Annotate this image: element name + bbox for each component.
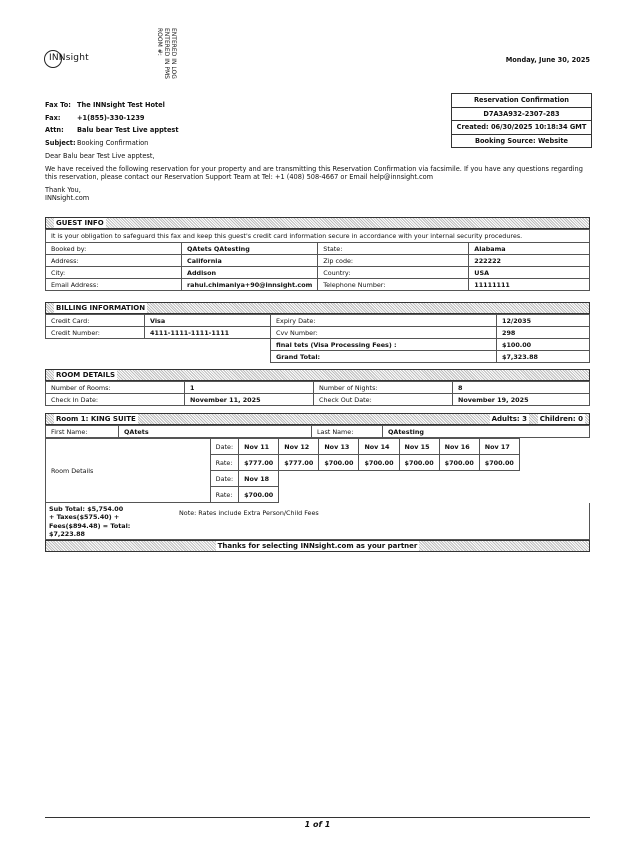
logo-text: INNsight (49, 53, 89, 63)
date-cell: Nov 18 (239, 471, 279, 487)
table-row (46, 327, 590, 339)
nights: 8 (453, 382, 590, 394)
footer-divider (45, 817, 590, 818)
table-row (46, 315, 590, 327)
cell: Zip code: (318, 255, 469, 267)
checkin: November 11, 2025 (185, 394, 314, 406)
date-label: Date: (210, 439, 238, 455)
greeting: Dear Balu bear Test Live apptest, (45, 152, 155, 160)
date-cell: Nov 13 (319, 439, 359, 455)
rooms: 1 (185, 382, 314, 394)
stamp-line: ROOM #: (156, 28, 163, 56)
table-row (46, 243, 590, 255)
table-row (46, 394, 590, 406)
cell: State: (318, 243, 469, 255)
date-label: Date: (210, 471, 238, 487)
log-stamp (155, 28, 177, 100)
date-cell: Nov 11 (239, 439, 279, 455)
checkout-label: Check Out Date: (314, 394, 453, 406)
rates-note: Note: Rates include Extra Person/Child Fees (179, 509, 319, 517)
table-row (46, 255, 590, 267)
rate-cell: $700.00 (359, 455, 399, 471)
cell: City: (46, 267, 182, 279)
reservation-confirmation-box (451, 93, 592, 148)
cell: Address: (46, 255, 182, 267)
table-row (46, 279, 590, 291)
rate-cell: $700.00 (479, 455, 519, 471)
cell: Addison (182, 267, 318, 279)
attn: Balu bear Test Live apptest (77, 126, 179, 135)
credit-number: 4111-1111-1111-1111 (145, 327, 271, 339)
grand-total-label: Grand Total: (271, 351, 497, 363)
cell: Alabama (469, 243, 590, 255)
cell: Email Address: (46, 279, 182, 291)
table-row (46, 267, 590, 279)
nights-label: Number of Nights: (314, 382, 453, 394)
room-details-section (45, 369, 590, 406)
last-name-label: Last Name: (312, 426, 383, 438)
booking-source: Booking Source: Website (452, 134, 591, 148)
document-date: Monday, June 30, 2025 (505, 56, 590, 64)
room-details-header (45, 369, 590, 381)
cell: Booked by: (46, 243, 182, 255)
table-row (46, 339, 590, 351)
date-cell: Nov 12 (279, 439, 319, 455)
date-cell: Nov 14 (359, 439, 399, 455)
letter-text: We have received the following reservation for your property and are transmitting this Reservation Confirmation via facsimile. If you have any questions regarding this reservation, please contact our Reservation Support Team at Tel: +1 (408) 508-4667 or Email help@innsight.com (45, 164, 583, 182)
fax-to: The INNsight Test Hotel (77, 101, 165, 109)
rate-cell: $700.00 (439, 455, 479, 471)
cell: QAtets QAtesting (182, 243, 318, 255)
signature: INNsight.com (45, 194, 90, 203)
room1-names-table (45, 425, 590, 438)
billing-header (45, 302, 590, 314)
rate-label: Rate: (210, 455, 238, 471)
guest-info-table (45, 229, 590, 291)
rate-label: Rate: (210, 487, 238, 503)
checkin-label: Check In Date: (46, 394, 185, 406)
rate-cell: $700.00 (319, 455, 359, 471)
cell: rahul.chimaniya+90@innsight.com (182, 279, 318, 291)
last-name: QAtesting (383, 426, 590, 438)
table-row (46, 426, 590, 438)
guest-info-header (45, 217, 590, 229)
date-cell: Nov 17 (479, 439, 519, 455)
fax-to-label: Fax To: (45, 101, 71, 109)
page-number: 1 of 1 (304, 820, 331, 829)
subject-label: Subject: (45, 138, 76, 147)
guest-info-section (45, 217, 590, 291)
children: Children: 0 (539, 415, 583, 423)
rate-cell: $777.00 (279, 455, 319, 471)
stamp-line: ENTERED IN PMS (163, 28, 170, 79)
rate-cell: $700.00 (399, 455, 439, 471)
guest-info-title: GUEST INFO (56, 219, 104, 227)
rooms-label: Number of Rooms: (46, 382, 185, 394)
cell: Country: (318, 267, 469, 279)
room-details-title: ROOM DETAILS (56, 371, 116, 379)
subject: Booking Confirmation (77, 138, 149, 147)
credit-card-label: Credit Card: (46, 315, 145, 327)
grand-total: $7,323.88 (497, 351, 590, 363)
cell: Telephone Number: (318, 279, 469, 291)
fee: $100.00 (497, 339, 590, 351)
room-details-label: Room Details (46, 439, 211, 503)
table-row (46, 351, 590, 363)
adults: Adults: 3 (491, 415, 527, 423)
cell: California (182, 255, 318, 267)
subtotal-row (45, 503, 590, 540)
date-cell: Nov 16 (439, 439, 479, 455)
stamp-line: ENTERED IN LOG (170, 28, 177, 79)
billing-section (45, 302, 590, 363)
rate-cell: $777.00 (239, 455, 279, 471)
credit-number-label: Credit Number: (46, 327, 145, 339)
fax-number: +1(855)-330-1239 (77, 113, 145, 122)
fax-header (45, 99, 179, 149)
fee-label: final tets (Visa Processing Fees) : (271, 339, 497, 351)
letter-body (45, 152, 590, 203)
room1-header (45, 413, 590, 425)
rate-cell: $700.00 (239, 487, 279, 503)
thanks-bar (45, 540, 590, 552)
credit-card: Visa (145, 315, 271, 327)
billing-title: BILLING INFORMATION (56, 304, 146, 312)
cell: 11111111 (469, 279, 590, 291)
expiry-label: Expiry Date: (271, 315, 497, 327)
confirmation-created: Created: 06/30/2025 10:18:34 GMT (452, 120, 591, 134)
table-row (46, 382, 590, 394)
first-name: QAtets (119, 426, 312, 438)
room1-rates-table (45, 438, 590, 503)
checkout: November 19, 2025 (453, 394, 590, 406)
subtotal: Sub Total: $5,754.00 + Taxes($575.40) + Fees($894.48) = Total: $7,223.88 (49, 505, 131, 538)
date-cell: Nov 15 (399, 439, 439, 455)
first-name-label: First Name: (46, 426, 119, 438)
thanks-line: Thank You, (45, 185, 81, 194)
fax-number-label: Fax: (45, 113, 61, 122)
room1-section (45, 413, 590, 540)
confirmation-title: Reservation Confirmation (473, 96, 570, 104)
attn-label: Attn: (45, 126, 64, 135)
security-notice: It is your obligation to safeguard this fax and keep this guest's credit card information secure in accordance with your internal security procedures. (46, 230, 590, 243)
cvv: 298 (497, 327, 590, 339)
thanks-text: Thanks for selecting INNsight.com as your partner (217, 542, 418, 550)
confirmation-number: D7A3A932-2307-283 (452, 107, 591, 121)
cell: 222222 (469, 255, 590, 267)
expiry: 12/2035 (497, 315, 590, 327)
innsight-logo (44, 50, 94, 70)
billing-table (45, 314, 590, 363)
room1-title: Room 1: KING SUITE (56, 415, 136, 423)
cvv-label: Cvv Number: (271, 327, 497, 339)
room-details-table (45, 381, 590, 406)
cell: USA (469, 267, 590, 279)
